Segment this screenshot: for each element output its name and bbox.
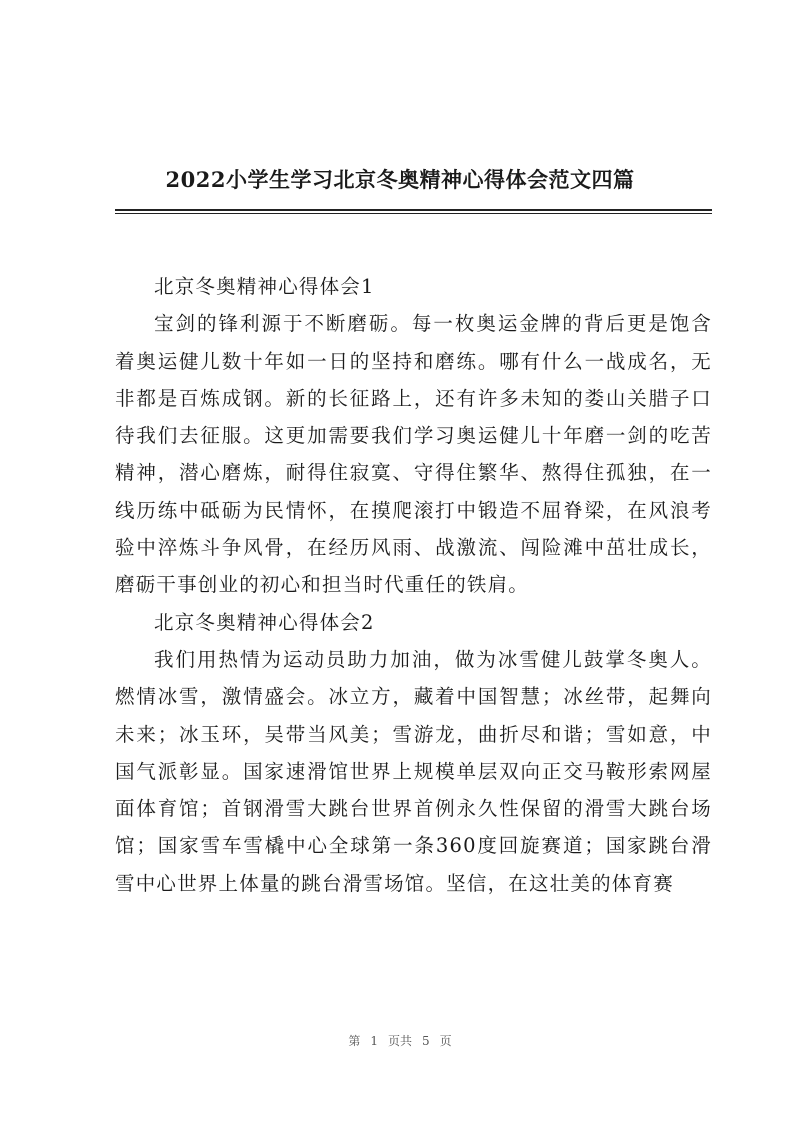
section-1-paragraph: 宝剑的锋利源于不断磨砺。每一枚奥运金牌的背后更是饱含着奥运健儿数十年如一日的坚持和磨练。哪有什么一战成名，无非都是百炼成钢。新的长征路上，还有许多未知的娄山关腊子口待我们去征服。这更加需要我们学习奥运健儿十年磨一剑的吃苦精神，潜心磨炼，耐得住寂寞、守得住繁华、熬得住孤独，在一线历练中砥砺为民情怀，在摸爬滚打中锻造不屈脊梁，在风浪考验中淬炼斗争风骨，在经历风雨、战激流、闯险滩中茁壮成长，磨砺干事创业的初心和担当时代重任的铁肩。: [115, 312, 712, 597]
footer-total-pages: 5: [422, 1034, 430, 1048]
title-divider: [115, 209, 712, 214]
footer-label-page: 第: [348, 1034, 361, 1048]
section-2-heading: 北京冬奥精神心得体会2: [154, 610, 375, 634]
page-footer: [0, 1032, 800, 1049]
document-body: [115, 268, 712, 902]
footer-current-page: 1: [370, 1034, 378, 1048]
footer-label-of: 页共: [387, 1034, 412, 1048]
section-2-paragraph: 我们用热情为运动员助力加油，做为冰雪健儿鼓掌冬奥人。燃情冰雪，激情盛会。冰立方，藏着中国智慧；冰丝带，起舞向未来；冰玉环，吴带当风美；雪游龙，曲折尽和谐；雪如意，中国气派彰显。国家速滑馆世界上规模单层双向正交马鞍形索网屋面体育馆；首钢滑雪大跳台世界首例永久性保留的滑雪大跳台场馆；国家雪车雪橇中心全球第一条360度回旋赛道；国家跳台滑雪中心世界上体量的跳台滑雪场馆。坚信，在这壮美的体育赛: [115, 647, 712, 895]
document-title: 2022小学生学习北京冬奥精神心得体会范文四篇: [165, 167, 635, 192]
section-1-heading: 北京冬奥精神心得体会1: [154, 275, 375, 298]
footer-label-end: 页: [439, 1034, 452, 1048]
